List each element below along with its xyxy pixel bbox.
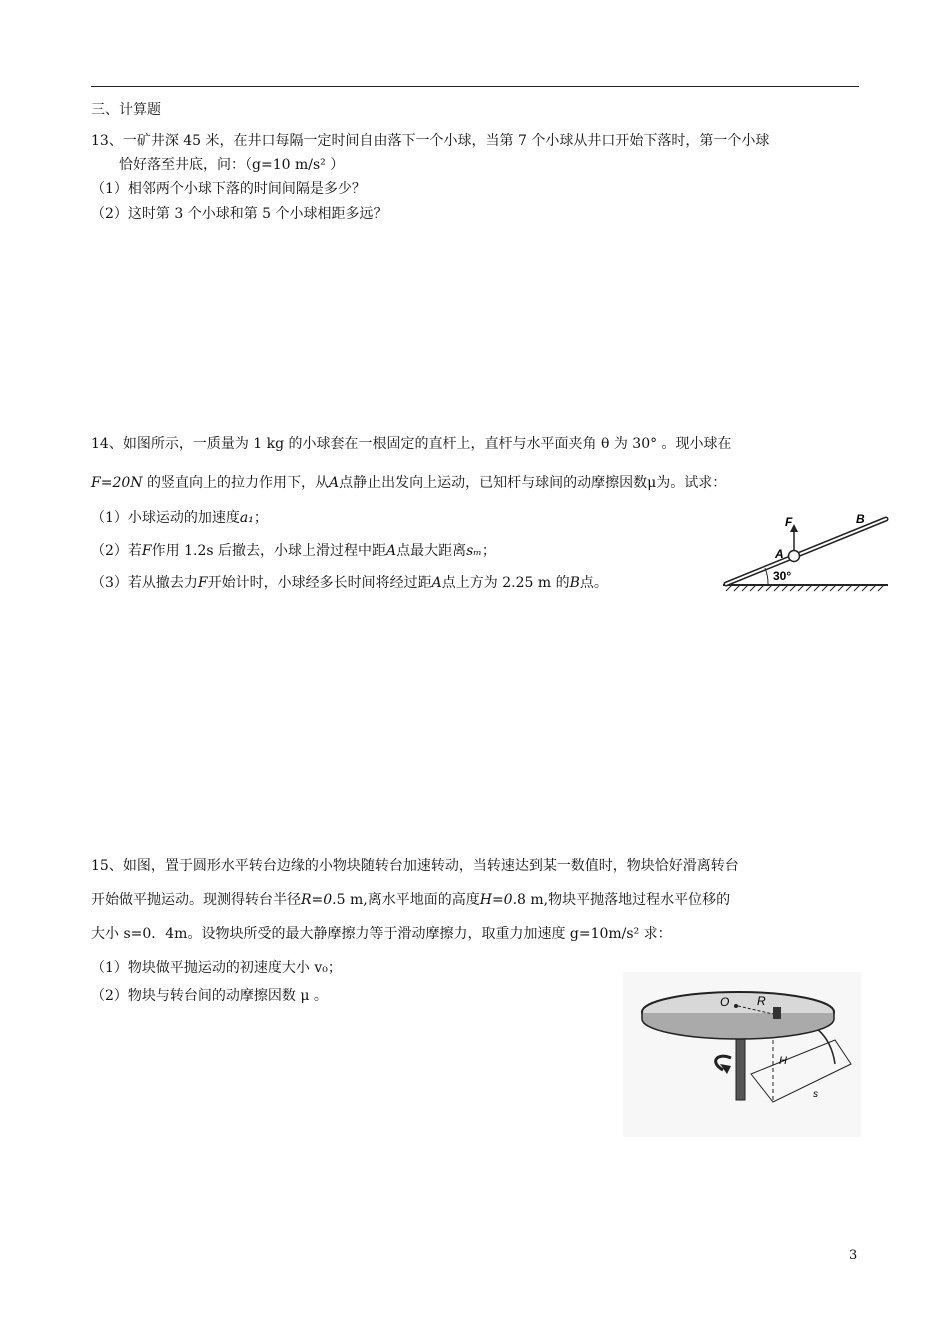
center-point (734, 1004, 738, 1008)
q15-l2-t3: 8 m,物块平抛落地过程水平位移的 (517, 892, 731, 908)
label-angle: 30° (773, 569, 792, 583)
q15-line2 (91, 890, 730, 910)
q13-sub2: （2）这时第 3 个小球和第 5 个小球相距多远？ (91, 206, 388, 222)
ball (789, 551, 800, 562)
label-h: H (779, 1055, 787, 1067)
q13-line1: 13、一矿井深 45 米，在井口每隔一定时间自由落下一个小球，当第 7 个小球从井口开始下落时，第一个小球 (91, 133, 770, 149)
label-b: B (856, 512, 865, 526)
q14-sub3-t1: （3）若从撤去力 (91, 575, 198, 591)
label-o: O (720, 995, 730, 1009)
q15-sub2: （2）物块与转台间的动摩擦因数 μ 。 (91, 988, 328, 1004)
q14-sub1-end: ； (253, 510, 268, 526)
q13-line2: 恰好落至井底，问：（g=10 m/s² ） (119, 157, 345, 173)
header-rule (91, 86, 859, 87)
inclined-rod-figure (718, 505, 893, 595)
q14-point-a: A (328, 475, 340, 491)
q14-sub2-f: F (141, 543, 152, 559)
q14-sub3-t2: 开始计时，小球经多长时间将经过距 (207, 575, 432, 591)
q15-line3: 大小 s=0．4m。设物块所受的最大静摩擦力等于滑动摩擦力，取重力加速度 g=10m/s² 求： (91, 926, 672, 942)
q14-sub3-b: B (569, 575, 580, 591)
q14-force-label: F=20N (91, 475, 143, 491)
q15-l2-r: R=0. (301, 892, 337, 908)
q14-sub2-t3: 点最大距离 (396, 543, 467, 559)
q14-sub2-end: ； (481, 543, 496, 559)
q14-sub3-t3: 点上方为 2.25 m 的 (441, 575, 570, 591)
q14-line2-text1: 的竖直向上的拉力作用下，从 (142, 475, 329, 491)
q15-line1: 15、如图，置于圆形水平转台边缘的小物块随转台加速转动，当转速达到某一数值时，物块恰好滑离转台 (91, 858, 739, 874)
q14-sub3 (91, 573, 608, 593)
label-a: A (775, 547, 784, 561)
q14-sub2 (91, 541, 496, 561)
page-number: 3 (849, 1248, 858, 1263)
label-r: R (757, 994, 766, 1008)
turntable-figure (623, 972, 861, 1137)
angle-arc (765, 568, 768, 584)
q15-l2-t1: 开始做平抛运动。现测得转台半径 (91, 892, 301, 908)
label-s: s (813, 1089, 818, 1100)
label-f: F (785, 515, 793, 529)
q14-line2 (91, 473, 726, 493)
q14-sub3-a: A (431, 575, 442, 591)
q15-l2-t2: 5 m,离水平地面的高度 (336, 892, 480, 908)
section-title: 三、计算题 (91, 102, 161, 118)
q14-sub2-a: A (386, 543, 397, 559)
q14-line2-text2: 点静止出发向上运动，已知杆与球间的动摩擦因数μ为。试求： (339, 475, 727, 491)
rod-inner (726, 519, 886, 584)
turntable-shaft (736, 1032, 745, 1100)
q14-sub2-sm: sₘ (466, 543, 482, 559)
q14-sub3-end: 点。 (579, 575, 608, 591)
q14-sub2-t1: （2）若 (91, 543, 142, 559)
q14-sub1-text: （1）小球运动的加速度 (91, 510, 240, 526)
block (773, 1007, 781, 1019)
q14-sub1-var: a₁ (239, 510, 254, 526)
q13-sub1: （1）相邻两个小球下落的时间间隔是多少？ (91, 181, 366, 197)
q15-sub1: （1）物块做平抛运动的初速度大小 v₀； (91, 960, 342, 976)
q14-sub1 (91, 508, 268, 528)
q14-sub3-f: F (197, 575, 208, 591)
q15-l2-h: H=0. (479, 892, 518, 908)
q14-line1: 14、如图所示，一质量为 1 kg 的小球套在一根固定的直杆上，直杆与水平面夹角 θ 为 30° 。现小球在 (91, 436, 732, 452)
q14-sub2-t2: 作用 1.2s 后撤去，小球上滑过程中距 (151, 543, 386, 559)
